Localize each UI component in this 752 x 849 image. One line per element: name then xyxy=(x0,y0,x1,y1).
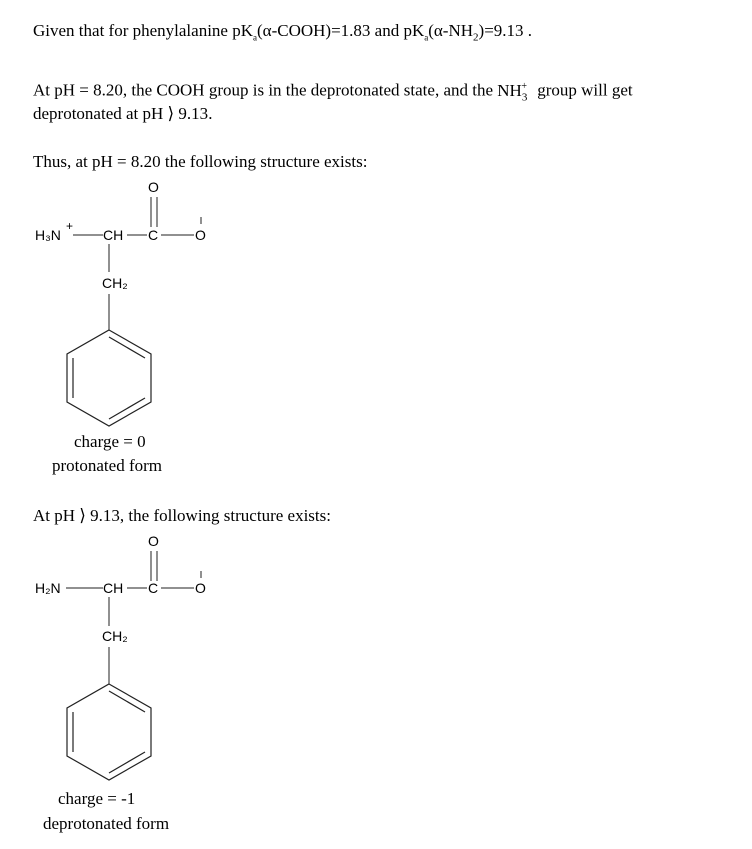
ph-equation: pH = 8.20 xyxy=(92,152,161,171)
structure2-form: deprotonated form xyxy=(43,814,170,833)
text: At xyxy=(33,506,50,525)
methylene: CH₂ xyxy=(102,628,128,644)
alpha-carbon: CH xyxy=(103,227,124,243)
carboxylate-oxygen: O xyxy=(195,227,206,243)
text: Thus, at xyxy=(33,152,88,171)
carboxylate-oxygen: O xyxy=(195,580,206,596)
structure1-charge: charge = 0 xyxy=(74,432,146,451)
period: . xyxy=(527,21,533,40)
carboxyl-carbon: C xyxy=(148,227,159,243)
pka-symbol-2: $pK_a$ xyxy=(403,21,429,43)
text: the following structure exists: xyxy=(164,152,368,171)
nh3-group: $NH_3^+$ xyxy=(497,80,528,104)
structure1-form: protonated form xyxy=(52,456,162,475)
text: deprotonated at xyxy=(33,104,139,123)
amine-group: H₂N xyxy=(35,580,61,596)
pka-symbol: $pK_a$ xyxy=(232,21,257,43)
text: group will get xyxy=(537,80,633,100)
carbonyl-oxygen: O xyxy=(148,533,159,549)
carbonyl-oxygen: O xyxy=(148,179,159,195)
plus-charge: + xyxy=(66,219,74,233)
cooh-pka-value: =1.83 xyxy=(331,21,371,40)
intro-text: Given that for phenylalanine xyxy=(33,21,228,40)
ph-inequality: pH ⟩ 9.13 xyxy=(54,506,120,525)
nh2-group: $(\alpha-NH_2)$ xyxy=(428,21,485,44)
nh2-pka-value: =9.13 xyxy=(484,21,524,40)
conjunction: and xyxy=(374,21,400,40)
benzene-ring xyxy=(67,684,151,780)
text: At xyxy=(33,80,50,100)
alpha-carbon: CH xyxy=(103,580,124,596)
text: . xyxy=(208,104,213,123)
ph-inequality: pH ⟩ 9.13 xyxy=(142,104,209,123)
methylene: CH₂ xyxy=(102,275,128,291)
cooh-group: (α-COOH) xyxy=(257,21,332,40)
structure2-charge: charge = -1 xyxy=(58,789,136,808)
carboxyl-carbon: C xyxy=(148,580,159,596)
ph-equation: pH = 8.20 xyxy=(54,80,123,100)
amine-group: H₃N xyxy=(35,227,61,243)
text: , the following structure exists: xyxy=(119,506,331,525)
text: , the COOH group is in the deprotonated state, and the xyxy=(122,80,494,100)
